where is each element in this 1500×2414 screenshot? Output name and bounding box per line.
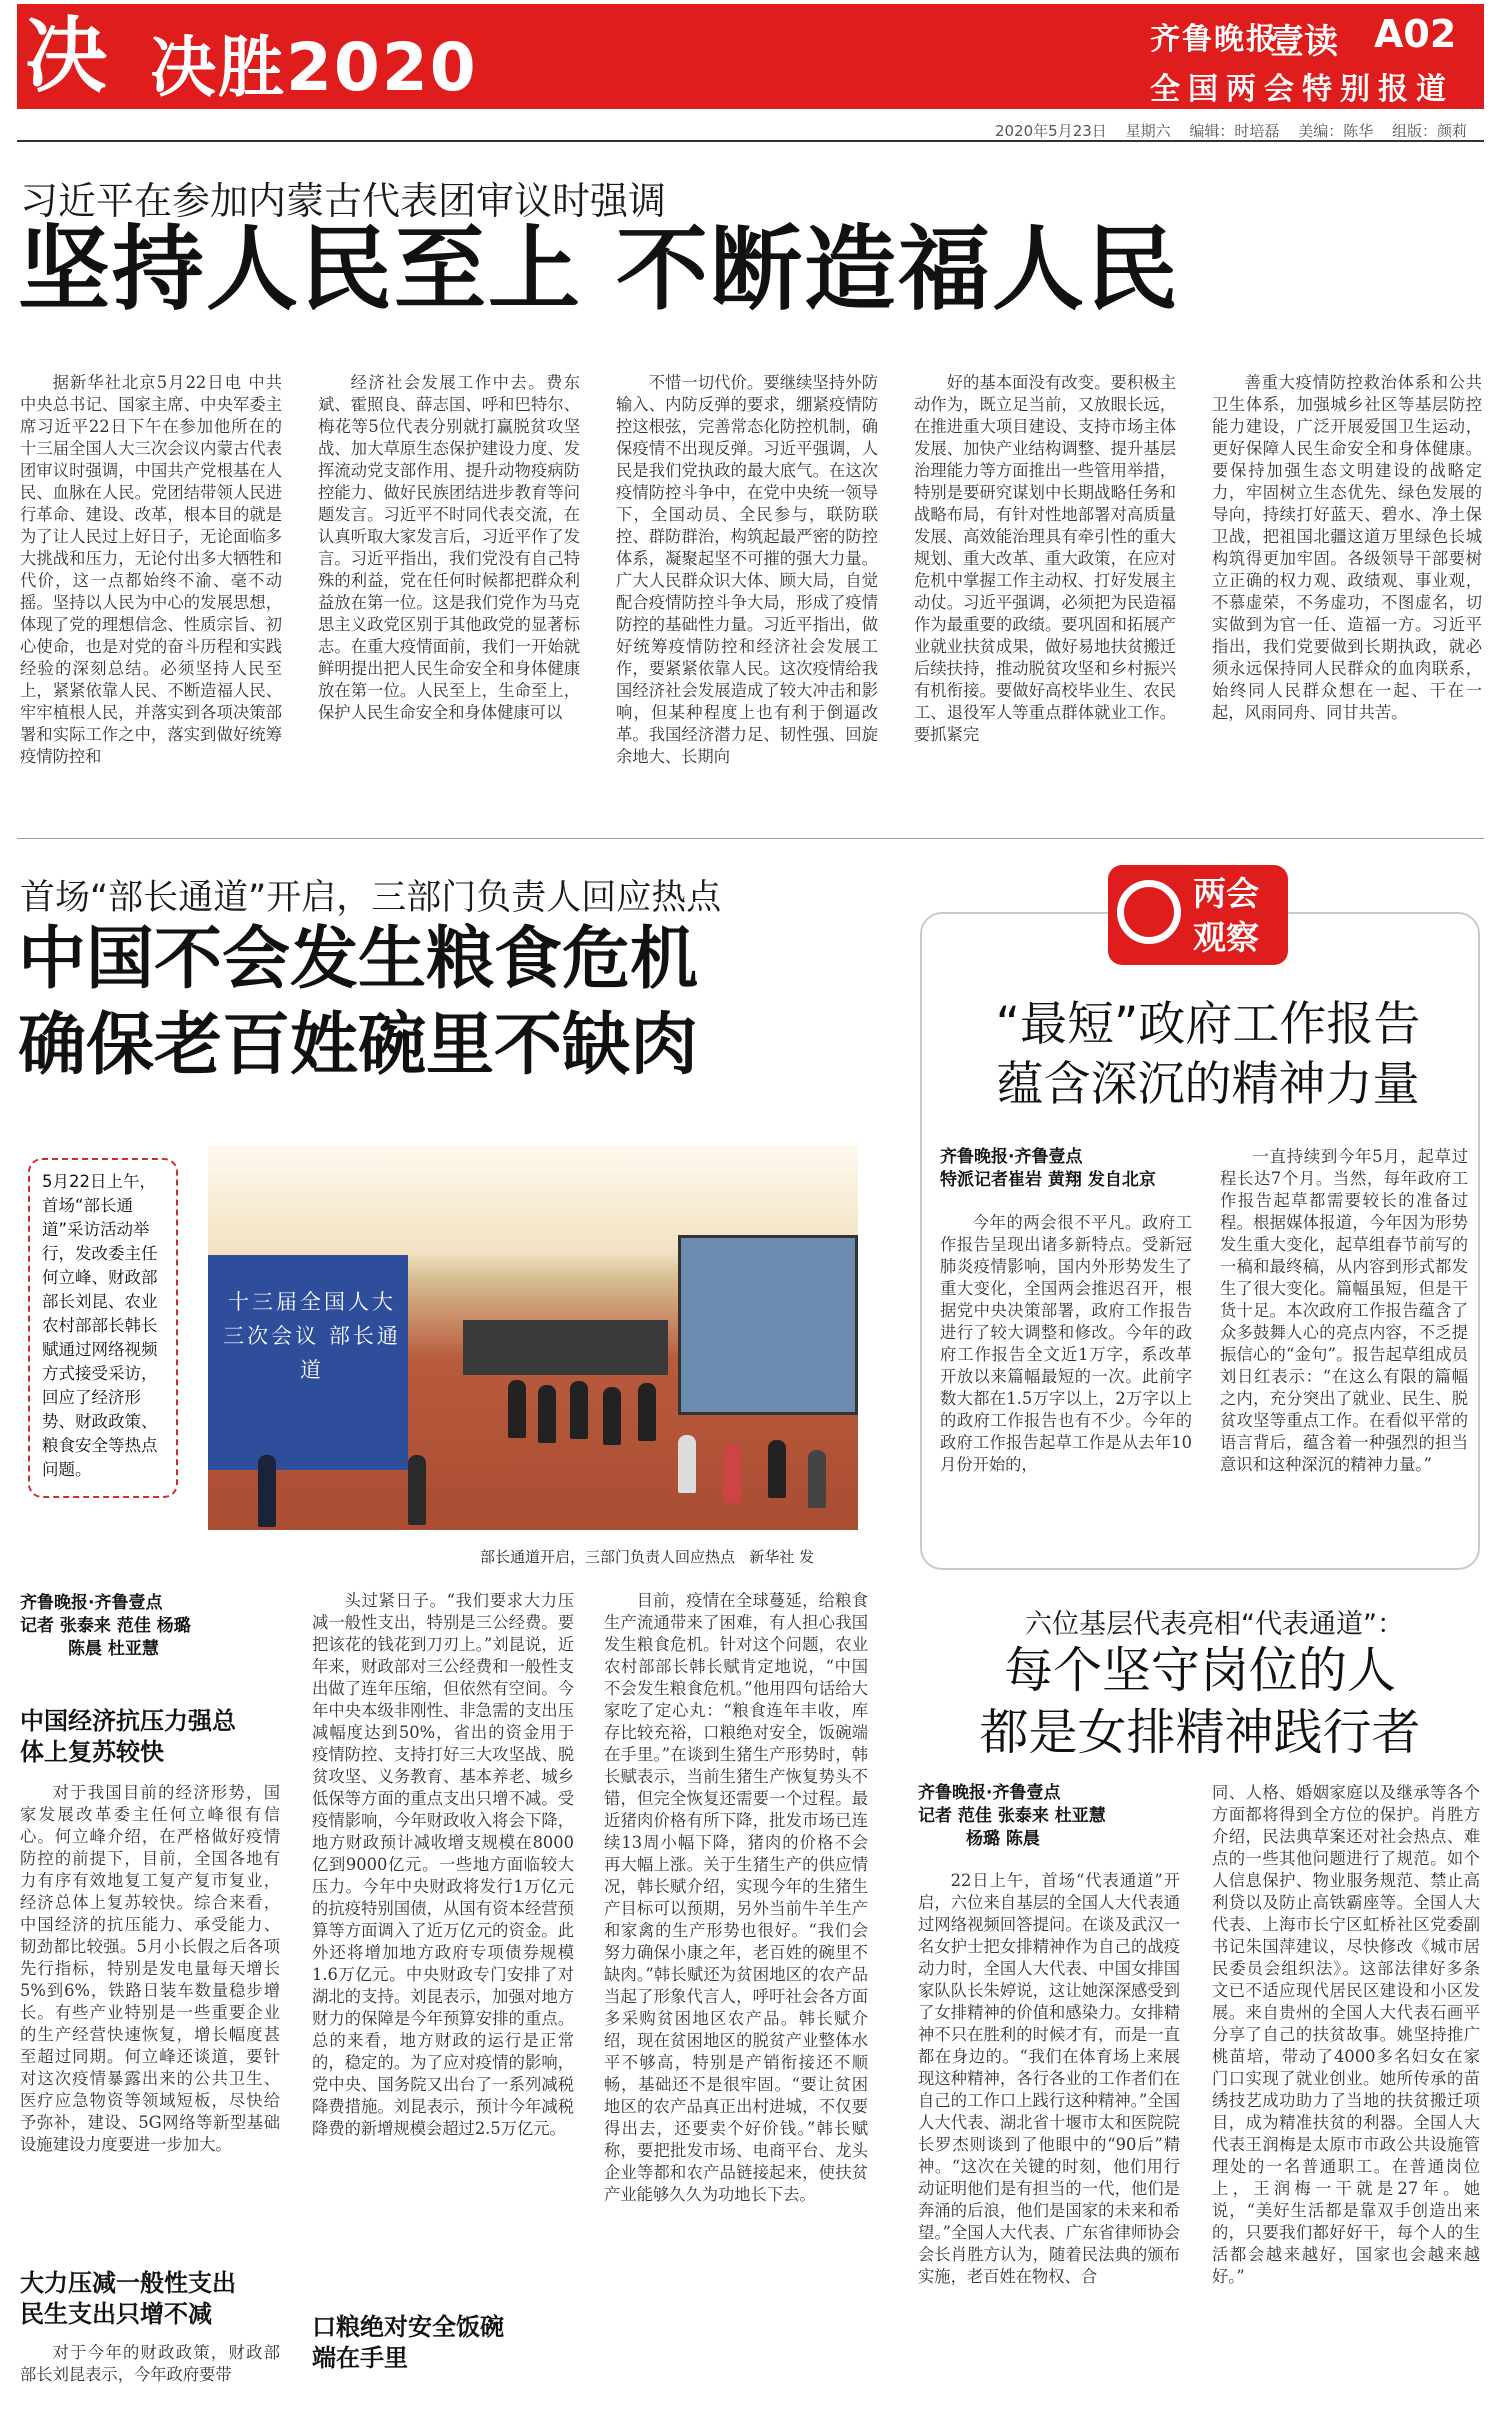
paper-name: 齐鲁晚报: [1150, 22, 1278, 57]
lead-column-3: 不惜一切代价。要继续坚持外防输入、内防反弹的要求，绷紧疫情防控这根弦，完善常态化防控机制，确保疫情不出现反弹。习近平强调，人民是我们党执政的最大底气。在这次疫情防控斗争中，在党中央统一领导下，全国动员、全民参与，联防联控、群防群治，构筑起最严密的防控体系，凝聚起坚不可摧的强大力量。广大人民群众识大体、顾大局，自觉配合疫情防控斗争大局，形成了疫情防控的基础性力量。习近平指出，做好统筹疫情防控和经济社会发展工作，要紧紧依靠人民。这次疫情给我国经济社会发展造成了较大冲击和影响，但某种程度上也有利于倒逼改革。我国经济潜力足、韧性强、回旋余地大、长期向: [616, 373, 878, 766]
photo-caption: 5月22日上午，首场“部长通道”采访活动举行，发改委主任何立峰、财政部部长刘昆、农业农村部部长韩长赋通过网络视频方式接受采访，回应了经济形势、财政政策、粮食安全等热点问题。: [28, 1158, 178, 1498]
story2-column-1: 对于我国目前的经济形势，国家发展改革委主任何立峰很有信心。何立峰介绍，在严格做好疫情防控的前提下，目前，全国各地有力有序有效地复工复产复市复业，经济总体上复苏较快。综合来看，中国经济的抗压能力、承受能力、韧劲都比较强。5月小长假之后各项先行指标，特别是发电量每天增长5%到6%，铁路日装车数量稳步增长。有些产业特别是一些重要企业的生产经营快速恢复，增长幅度甚至超过同期。何立峰还谈道，要针对这次疫情暴露出来的公共卫生、医疗应急物资等领域短板，尽快给予弥补，建设、5G网络等新型基础设施建设力度要进一步加大。: [20, 1783, 280, 2154]
photo-speaker: [258, 1455, 276, 1527]
art-editor: 美编：陈华: [1298, 122, 1374, 140]
observation-badge-icon: [1117, 880, 1181, 944]
photo-host: [408, 1455, 426, 1525]
story3-byline: 齐鲁晚报·齐鲁壹点 记者 范佳 张泰来 杜亚慧 杨璐 陈晨: [918, 1783, 1106, 1849]
brand-title: 决胜2020: [150, 29, 478, 106]
story2-column-3: 目前，疫情在全球蔓延，给粮食生产流通带来了困难，有人担心我国发生粮食危机。针对这个问题，农业农村部部长韩长赋肯定地说，“中国不会发生粮食危机。”他用四句话给大家吃了定心丸：“粮食连年丰收，库存比较充裕，口粮绝对安全，饭碗端在手里。”在谈到生猪生产形势时，韩长赋表示，当前生猪生产恢复势头不错，但完全恢复还需要一个过程。最近猪肉价格有所下降，批发市场已连续13周小幅下降，猪肉的价格不会再大幅上涨。关于生猪生产的供应情况，韩长赋介绍，实现今年的生猪生产目标可以预期，另外当前牛羊生产和家禽的生产形势也很好。“我们会努力确保小康之年，老百姓的碗里不缺肉。”韩长赋还为贫困地区的农产品当起了形象代言人，呼吁社会各方面多采购贫困地区农产品。韩长赋介绍，现在贫困地区的脱贫产业整体水平不够高，特别是产销衔接还不顺畅，基础还不是很牢固。“要让贫困地区的农产品真正出村进城，不仅要得出去，还要卖个好价钱。”韩长赋称，要把批发市场、电商平台、龙头企业等都和农产品链接起来，使扶贫产业能够久久为功地长下去。: [604, 1591, 868, 2204]
photo-journalist: [570, 1381, 588, 1439]
story3-kicker: 六位基层代表亮相“代表通道”：: [1025, 1609, 1404, 1640]
photo-journalist: [603, 1387, 621, 1445]
lead-headline: 坚持人民至上 不断造福人民: [18, 216, 1181, 323]
story2-subhead-2: 大力压减一般性支出民生支出只增不减: [20, 2269, 236, 2328]
editor: 编辑：时培磊: [1189, 122, 1280, 140]
section-divider: [17, 838, 1484, 839]
photo-journalist: [638, 1383, 656, 1441]
photo-source: 新华社 发: [749, 1548, 815, 1566]
photo-video-screen: [678, 1235, 858, 1415]
page-number: A02: [1374, 12, 1457, 56]
story2-kicker: 首场“部长通道”开启，三部门负责人回应热点: [20, 878, 722, 918]
photo-journalist: [808, 1450, 826, 1508]
press-photo: [208, 1145, 858, 1530]
story2-subhead-3: 口粮绝对安全饭碗端在手里: [312, 2313, 504, 2372]
lead-column-4: 好的基本面没有改变。要积极主动作为，既立足当前，又放眼长远，在推进重大项目建设、支持市场主体发展、加快产业结构调整、提升基层治理能力等方面推出一些管用举措，特别是要研究谋划中长期战略任务和战略布局，有针对性地部署对高质量发展、高效能治理具有牵引性的重大规划、重大改革、重大政策，在应对危机中掌握工作主动权、打好发展主动仗。习近平强调，必须把为民造福作为最重要的政绩。要巩固和拓展产业就业扶贫成果，做好易地扶贫搬迁后续扶持，推动脱贫攻坚和乡村振兴有机衔接。要做好高校毕业生、农民工、退役军人等重点群体就业工作。要抓紧完: [914, 373, 1176, 744]
special-report-label: 全国两会特别报道: [1150, 72, 1454, 107]
story2-subhead-1: 中国经济抗压力强总体上复苏较快: [20, 1707, 236, 1766]
brand-logo: 决: [25, 8, 108, 104]
photo-journalist: [768, 1440, 786, 1498]
story2-headline-line1: 中国不会发生粮食危机: [18, 920, 699, 999]
photo-journalist: [508, 1380, 526, 1438]
layout-editor: 组版：颜莉: [1391, 122, 1467, 140]
story2-byline: 齐鲁晚报·齐鲁壹点 记者 张泰来 范佳 杨璐 陈晨 杜亚慧: [20, 1593, 191, 1659]
photo-backdrop-text: 十三届全国人大三次会议 部长通道: [223, 1290, 401, 1382]
paper-section: 壹读: [1270, 22, 1338, 62]
lead-column-1: 据新华社北京5月22日电 中共中央总书记、国家主席、中央军委主席习近平22日下午在参加他所在的十三届全国人大三次会议内蒙古代表团审议时强调，中国共产党根基在人民、血脉在人民。党团结带领人民进行革命、建设、改革，根本目的就是为了让人民过上好日子，无论面临多大挑战和压力，无论付出多大牺牲和代价，这一点都始终不渝、毫不动摇。坚持以人民为中心的发展思想，体现了党的理想信念、性质宗旨、初心使命，也是对党的奋斗历程和实践经验的深刻总结。必须坚持人民至上，紧紧依靠人民、不断造福人民、牢牢植根人民，并落实到各项决策部署和实际工作之中，落实到做好统筹疫情防控和: [20, 373, 282, 766]
lead-column-5: 善重大疫情防控救治体系和公共卫生体系，加强城乡社区等基层防控能力建设，广泛开展爱国卫生运动，更好保障人民生命安全和身体健康。要保持加强生态文明建设的战略定力，牢固树立生态优先、绿色发展的导向，持续打好蓝天、碧水、净土保卫战，把祖国北疆这道万里绿色长城构筑得更加牢固。各级领导干部要树立正确的权力观、政绩观、事业观，不慕虚荣，不务虚功，不图虚名，切实做到为官一任、造福一方。习近平指出，我们党要做到长期执政，就必须永远保持同人民群众的血肉联系，始终同人民群众想在一起、干在一起，风雨同舟、同甘共苦。: [1212, 373, 1482, 722]
observation-byline: 齐鲁晚报·齐鲁壹点 特派记者崔岩 黄翔 发自北京: [940, 1147, 1156, 1190]
masthead-rule: [17, 140, 1484, 142]
story2-column-2: 头过紧日子。“我们要求大力压减一般性支出，特别是三公经费。要把该花的钱花到刀刃上。”刘昆说，近年来，财政部对三公经费和一般性支出做了连年压缩，但依然有空间。今年中央本级非刚性、非急需的支出压减幅度达到50%，省出的资金用于疫情防控、支持打好三大攻坚战、脱贫攻坚、义务教育、基本养老、城乡低保等方面的重点支出只增不减。受疫情影响，今年财政收入将会下降，地方财政预计减收增支规模在8000亿到9000亿元。一些地方面临较大压力。今年中央财政将发行1万亿元的抗疫特别国债，从国有资本经营预算等方面调入了近万亿元的资金。此外还将增加地方政府专项债券规模1.6万亿元。中央财政专门安排了对湖北的支持。刘昆表示，加强对地方财力的保障是今年预算安排的重点。总的来看，地方财政的运行是正常的，稳定的。为了应对疫情的影响，党中央、国务院又出台了一系列减税降费措施。刘昆表示，预计今年减税降费的新增规模会超过2.5万亿元。: [312, 1591, 574, 2138]
lead-kicker: 习近平在参加内蒙古代表团审议时强调: [20, 179, 667, 223]
observation-column-2: 一直持续到今年5月，起草过程长达7个月。当然，每年政府工作报告起草都需要较长的准备过程。根据媒体报道，今年因为形势发生重大变化，起草组春节前写的一稿和最终稿，从内容到形式都发生了很大变化。篇幅虽短，但是干货十足。本次政府工作报告蕴含了众多鼓舞人心的亮点内容，不乏提振信心的“金句”。报告起草组成员刘日红表示：“在这么有限的篇幅之内，充分突出了就业、民生、脱贫攻坚等重点工作。在看似平常的语言背后，蕴含着一种强烈的担当意识和这种深沉的精神力量。”: [1220, 1147, 1468, 1474]
story3-column-1: 22日上午，首场“代表通道”开启，六位来自基层的全国人大代表通过网络视频回答提问。在谈及武汉一名女护士把女排精神作为自己的战疫动力时，全国人大代表、中国女排国家队队长朱婷说，这让她深深感受到了女排精神的价值和感染力。女排精神不只在胜利的时候才有，而是一直都在身边的。“我们在体育场上来展现这种精神，各行各业的工作者们在自己的工作口上践行这种精神。”全国人大代表、湖北省十堰市太和医院院长罗杰则谈到了他眼中的“90后”精神。“这次在关键的时刻，他们用行动证明他们是有担当的一代，他们是奔涌的后浪，他们是国家的未来和希望。”全国人大代表、广东省律师协会会长肖胜方认为，随着民法典的颁布实施，老百姓在物权、合: [918, 1871, 1180, 2286]
photo-credit: 部长通道开启，三部门负责人回应热点 新华社 发: [480, 1548, 815, 1566]
issue-meta: [995, 120, 1467, 141]
lead-column-2: 经济社会发展工作中去。费东斌、霍照良、薛志国、呼和巴特尔、梅花等5位代表分别就打赢脱贫攻坚战、加大草原生态保护建设力度、发挥流动党支部作用、提升动物疫病防控能力、做好民族团结进步教育等问题发言。习近平不时同代表交流，在认真听取大家发言后，习近平作了发言。习近平指出，我们党没有自己特殊的利益，党在任何时候都把群众利益放在第一位。这是我们党作为马克思主义政党区别于其他政党的显著标志。在重大疫情面前，我们一开始就鲜明提出把人民生命安全和身体健康放在第一位。人民至上，生命至上，保护人民生命安全和身体健康可以: [318, 373, 580, 722]
photo-journalist: [723, 1445, 741, 1503]
observation-badge-text: 两会 观察: [1193, 874, 1259, 957]
photo-desk: [463, 1320, 668, 1375]
story3-column-2: 同、人格、婚姻家庭以及继承等各个方面都将得到全方位的保护。肖胜方介绍，民法典草案还对社会热点、难点的一些其他问题进行了规范。如个人信息保护、物业服务规范、禁止高利贷以及防止高铁霸座等。全国人大代表、上海市长宁区虹桥社区党委副书记朱国萍建议，尽快修改《城市居民委员会组织法》。这部法律好多条文已不适应现代居民区建设和小区发展。来自贵州的全国人大代表石画平分享了自己的扶贫故事。姚坚持推广桃苗培，带动了4000多名妇女在家门口实现了就业创业。她所传承的苗绣技艺成功助力了当地的扶贫搬迁项目，成为精准扶贫的利器。全国人大代表王润梅是太原市市政公共设施管理处的一名普通职工。在普通岗位上，王润梅一干就是27年。她说，“美好生活都是靠双手创造出来的，只要我们都好好干，每个人的生活都会越来越好，国家也会越来越好。”: [1212, 1783, 1480, 2286]
observation-title: “最短”政府工作报告 蕴含深沉的精神力量: [995, 997, 1421, 1112]
story2-headline-line2: 确保老百姓碗里不缺肉: [18, 1006, 699, 1085]
story2-column-1-tail: 对于今年的财政政策，财政部部长刘昆表示，今年政府要带: [20, 2343, 280, 2384]
photo-journalist: [538, 1385, 556, 1443]
story3-headline: 每个坚守岗位的人 都是女排精神践行者: [979, 1642, 1421, 1761]
issue-date: 2020年5月23日: [995, 122, 1107, 140]
photo-journalist: [678, 1435, 696, 1493]
observation-column-1: 今年的两会很不平凡。政府工作报告呈现出诸多新特点。受新冠肺炎疫情影响，国内外形势发生了重大变化，全国两会推迟召开，根据党中央决策部署，政府工作报告进行了较大调整和修改。今年的政府工作报告全文近1万字，系改革开放以来篇幅最短的一次。此前字数大都在1.5万字以上，2万字以上的政府工作报告也有不少。今年的政府工作报告起草工作是从去年10月份开始的，: [940, 1213, 1192, 1474]
issue-weekday: 星期六: [1125, 122, 1171, 140]
